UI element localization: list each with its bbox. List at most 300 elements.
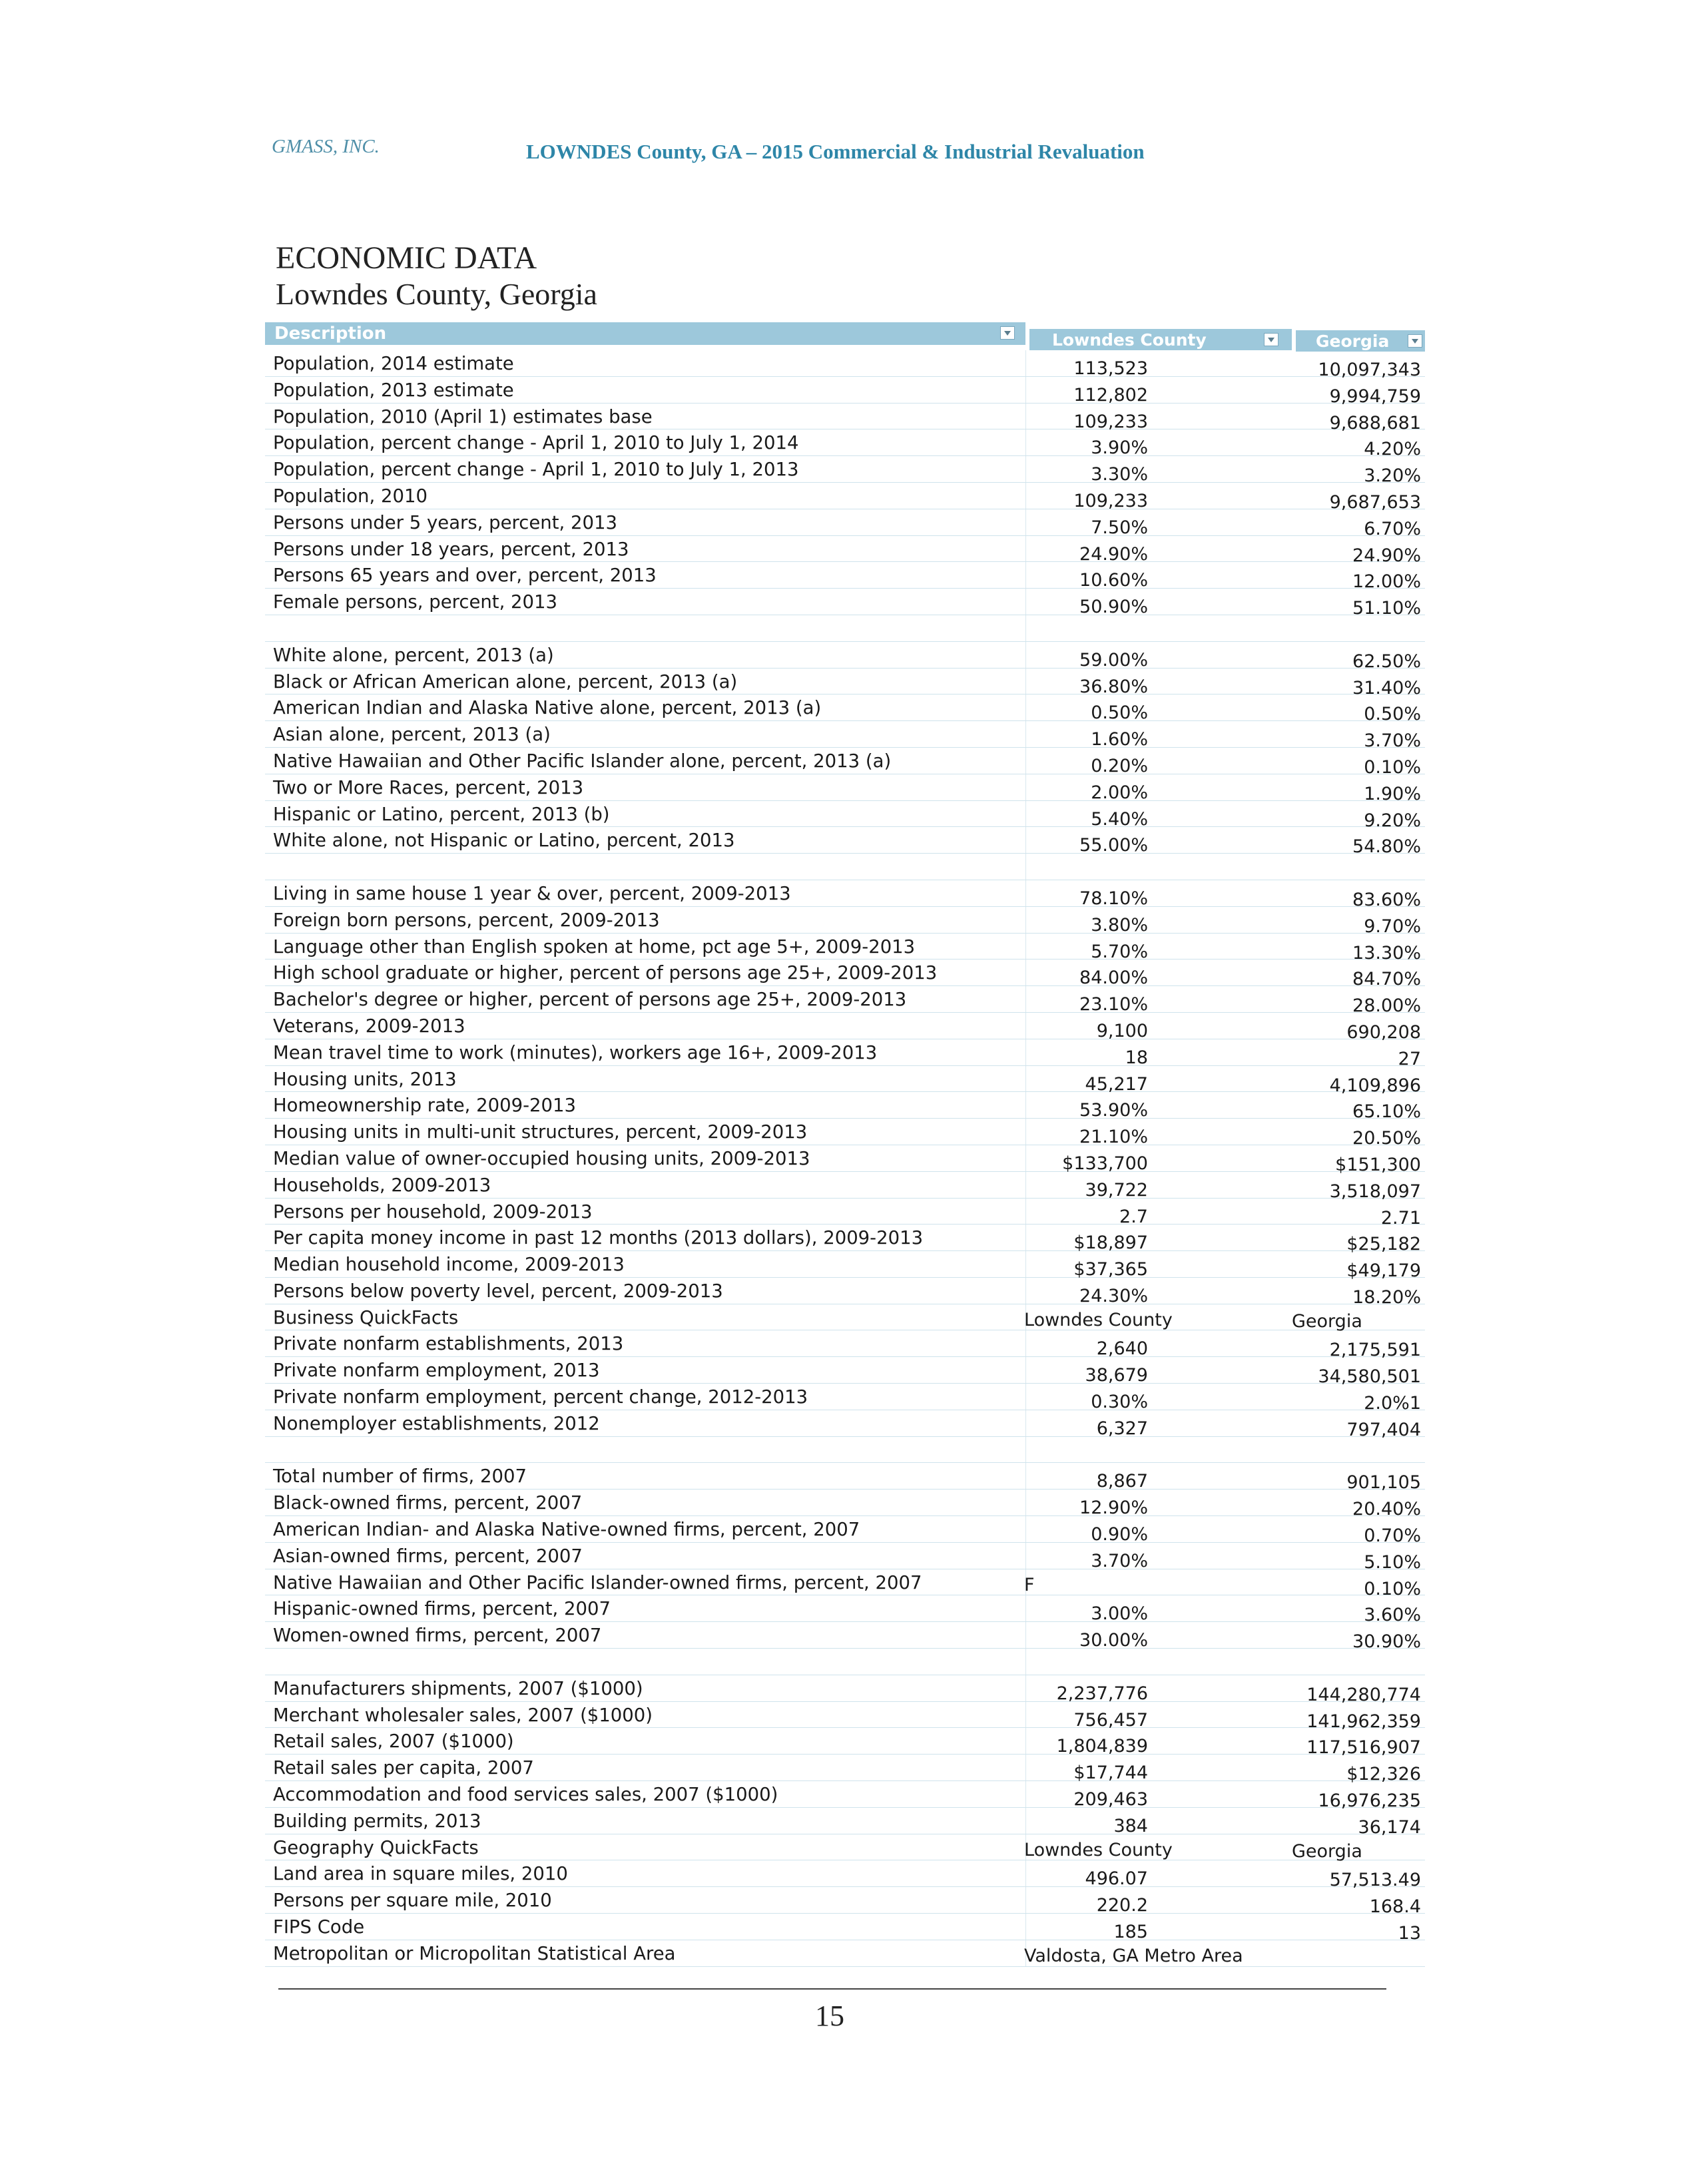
column-divider [1025, 959, 1026, 985]
row-description: White alone, percent, 2013 (a) [273, 644, 554, 666]
row-description: Building permits, 2013 [273, 1810, 481, 1832]
lowndes-value: 78.10% [1079, 888, 1148, 909]
column-divider [1025, 694, 1026, 720]
table-row [265, 854, 1425, 880]
georgia-value: 65.10% [1352, 1101, 1421, 1123]
georgia-value: $12,326 [1346, 1764, 1421, 1785]
row-description: Persons per household, 2009-2013 [273, 1201, 593, 1223]
table-row [265, 1013, 1425, 1043]
row-description: Language other than English spoken at home, pct age 5+, 2009-2013 [273, 936, 916, 957]
georgia-value: 141,962,359 [1306, 1711, 1421, 1732]
row-description: Retail sales per capita, 2007 [273, 1757, 534, 1779]
table-row [265, 1516, 1425, 1547]
georgia-value: 12.00% [1352, 571, 1421, 593]
table-header [265, 322, 1425, 350]
row-description: Native Hawaiian and Other Pacific Islander alone, percent, 2013 (a) [273, 750, 892, 772]
column-divider [1025, 669, 1026, 694]
row-description: High school graduate or higher, percent of persons age 25+, 2009-2013 [273, 962, 938, 984]
lowndes-value: 38,679 [1085, 1365, 1148, 1386]
table-row [265, 1543, 1425, 1573]
column-divider [1025, 483, 1026, 509]
column-divider [1025, 1251, 1026, 1277]
lowndes-value: 21.10% [1079, 1127, 1148, 1148]
georgia-value: 30.90% [1352, 1631, 1421, 1653]
column-divider [1025, 536, 1026, 562]
table-row [265, 748, 1425, 778]
table-row [265, 986, 1425, 1017]
table-row [265, 377, 1425, 407]
table-row [265, 642, 1425, 672]
georgia-value: 20.40% [1352, 1499, 1421, 1520]
table-body [265, 350, 1425, 1967]
row-description: Women-owned firms, percent, 2007 [273, 1625, 602, 1647]
table-row [265, 350, 1425, 380]
column-divider [1025, 1516, 1026, 1542]
column-divider [1025, 404, 1026, 429]
column-header-description-label: Description [274, 324, 387, 344]
row-description: Native Hawaiian and Other Pacific Islander-owned firms, percent, 2007 [273, 1571, 922, 1593]
column-divider [1025, 907, 1026, 933]
row-description: Two or More Races, percent, 2013 [273, 776, 584, 798]
column-divider [1025, 1543, 1026, 1569]
row-description: Female persons, percent, 2013 [273, 591, 558, 613]
lowndes-value: 45,217 [1085, 1073, 1148, 1095]
column-divider [1025, 1410, 1026, 1436]
lowndes-value: 23.10% [1079, 994, 1148, 1015]
table-row [265, 1755, 1425, 1785]
column-divider [1025, 350, 1026, 376]
column-divider [1025, 1145, 1026, 1171]
georgia-value: 18.20% [1352, 1286, 1421, 1308]
column-divider [1025, 456, 1026, 482]
lowndes-value: 55.00% [1079, 835, 1148, 856]
column-divider [1025, 429, 1026, 455]
lowndes-value: 2.7 [1119, 1206, 1148, 1227]
row-description: Living in same house 1 year & over, percent, 2009-2013 [273, 882, 791, 904]
lowndes-value: $133,700 [1062, 1153, 1148, 1174]
table-row [265, 1887, 1425, 1918]
column-divider [1025, 801, 1026, 827]
table-row [265, 615, 1425, 642]
lowndes-value: 2.00% [1091, 782, 1148, 803]
column-divider [1025, 377, 1026, 403]
column-divider [1025, 1225, 1026, 1250]
row-description: Persons under 5 years, percent, 2013 [273, 511, 617, 533]
filter-dropdown-icon[interactable] [1408, 334, 1422, 348]
lowndes-value: 30.00% [1079, 1630, 1148, 1651]
table-row [265, 774, 1425, 804]
table-row [265, 509, 1425, 539]
table-row [265, 1675, 1425, 1705]
lowndes-value: 496.07 [1085, 1868, 1148, 1890]
table-row [265, 1119, 1425, 1149]
lowndes-value: 59.00% [1079, 649, 1148, 671]
row-description: Merchant wholesaler sales, 2007 ($1000) [273, 1704, 653, 1726]
georgia-value: 9,687,653 [1329, 491, 1421, 513]
table-row [265, 1490, 1425, 1520]
georgia-value: 6.70% [1364, 518, 1421, 539]
column-divider [1025, 880, 1026, 906]
table-row [265, 1860, 1425, 1891]
page-number: 15 [815, 2000, 844, 2032]
lowndes-value: 109,233 [1073, 490, 1148, 511]
row-description: Population, 2013 estimate [273, 379, 514, 401]
georgia-value: 9,688,681 [1329, 412, 1421, 433]
row-description: Foreign born persons, percent, 2009-2013 [273, 909, 660, 931]
column-divider [1025, 1702, 1026, 1728]
row-description: Housing units in multi-unit structures, percent, 2009-2013 [273, 1121, 808, 1143]
column-divider [1025, 1675, 1026, 1701]
row-description: White alone, not Hispanic or Latino, percent, 2013 [273, 830, 735, 852]
column-header-georgia-label: Georgia [1316, 332, 1390, 351]
lowndes-value: 0.20% [1091, 755, 1148, 776]
page-subtitle: Lowndes County, Georgia [276, 277, 597, 311]
table-row [265, 1781, 1425, 1812]
column-divider [1025, 1490, 1026, 1515]
row-description: Black or African American alone, percent, 2013 (a) [273, 671, 738, 692]
row-description: Private nonfarm establishments, 2013 [273, 1333, 624, 1355]
lowndes-value: $37,365 [1073, 1259, 1148, 1280]
table-row [265, 456, 1425, 487]
georgia-value: $25,182 [1346, 1234, 1421, 1255]
lowndes-value: 7.50% [1091, 517, 1148, 538]
column-divider [1025, 1622, 1026, 1648]
row-description: Population, percent change - April 1, 2010 to July 1, 2014 [273, 432, 799, 454]
column-divider [1025, 1119, 1026, 1145]
lowndes-value: 36.80% [1079, 676, 1148, 697]
column-divider [1025, 1860, 1026, 1886]
table-row [265, 1914, 1425, 1944]
column-divider [1025, 1278, 1026, 1304]
table-row [265, 1702, 1425, 1732]
georgia-value: 31.40% [1352, 677, 1421, 698]
footer-divider [278, 1988, 1386, 1990]
table-row [265, 669, 1425, 698]
row-description: Metropolitan or Micropolitan Statistical Area [273, 1942, 676, 1964]
filter-dropdown-icon[interactable] [1264, 333, 1278, 346]
column-divider [1025, 854, 1026, 880]
row-description: FIPS Code [273, 1916, 365, 1938]
row-description: Mean travel time to work (minutes), workers age 16+, 2009-2013 [273, 1041, 878, 1063]
table-row [265, 1357, 1425, 1388]
lowndes-value: 0.50% [1091, 702, 1148, 724]
row-description: Land area in square miles, 2010 [273, 1863, 568, 1885]
georgia-value: 9.70% [1364, 916, 1421, 937]
table-row [265, 1251, 1425, 1282]
table-row [265, 1437, 1425, 1464]
row-description: Nonemployer establishments, 2012 [273, 1412, 600, 1434]
georgia-value: 10,097,343 [1318, 360, 1421, 380]
row-description: American Indian- and Alaska Native-owned firms, percent, 2007 [273, 1519, 860, 1541]
table-row [265, 1728, 1425, 1759]
filter-dropdown-icon[interactable] [1000, 326, 1015, 340]
column-divider [1025, 986, 1026, 1012]
lowndes-value: 756,457 [1073, 1709, 1148, 1731]
table-row [265, 1940, 1425, 1967]
georgia-value: 83.60% [1352, 889, 1421, 910]
lowndes-value: 0.30% [1091, 1392, 1148, 1413]
column-divider [1025, 721, 1026, 747]
economic-data-table [265, 322, 1425, 1967]
lowndes-value: Lowndes County [1024, 1839, 1173, 1860]
table-row [265, 1595, 1425, 1626]
table-row [265, 827, 1425, 858]
table-row [265, 1225, 1425, 1255]
georgia-value: 3.20% [1364, 465, 1421, 487]
table-row [265, 721, 1425, 752]
column-divider [1025, 1649, 1026, 1675]
row-description: Retail sales, 2007 ($1000) [273, 1731, 514, 1753]
lowndes-value: 18 [1125, 1047, 1148, 1068]
georgia-value: 3.60% [1364, 1605, 1421, 1626]
lowndes-value: 209,463 [1073, 1789, 1148, 1810]
row-description: Private nonfarm employment, percent change, 2012-2013 [273, 1386, 808, 1408]
table-row [265, 1463, 1425, 1494]
lowndes-value: 113,523 [1073, 358, 1148, 379]
georgia-value: 9.20% [1364, 810, 1421, 831]
row-description: Bachelor's degree or higher, percent of persons age 25+, 2009-2013 [273, 989, 907, 1011]
column-header-lowndes-label: Lowndes County [1052, 330, 1207, 350]
report-title: LOWNDES County, GA – 2015 Commercial & Industrial Revaluation [526, 140, 1145, 163]
georgia-value: 5.10% [1364, 1551, 1421, 1573]
lowndes-value: 12.90% [1079, 1498, 1148, 1519]
column-divider [1025, 1887, 1026, 1913]
column-divider [1025, 1595, 1026, 1621]
table-row [265, 1808, 1425, 1838]
column-divider [1025, 1199, 1026, 1225]
row-description: Population, 2010 [273, 485, 427, 507]
row-description: Homeownership rate, 2009-2013 [273, 1095, 577, 1117]
lowndes-value: 24.90% [1079, 543, 1148, 565]
lowndes-value: Lowndes County [1024, 1309, 1173, 1330]
table-row [265, 1384, 1425, 1414]
column-header-lowndes[interactable] [1029, 329, 1292, 350]
georgia-value: 3.70% [1364, 730, 1421, 752]
georgia-value: 57,513.49 [1329, 1870, 1421, 1891]
table-row [265, 429, 1425, 460]
column-divider [1025, 1781, 1026, 1807]
column-divider [1025, 1013, 1026, 1039]
table-row [265, 1039, 1425, 1069]
georgia-value: 13 [1398, 1923, 1421, 1944]
row-description: Geography QuickFacts [273, 1836, 479, 1858]
page-title: ECONOMIC DATA [276, 240, 537, 276]
georgia-value: 16,976,235 [1318, 1790, 1421, 1812]
table-row [265, 1649, 1425, 1675]
lowndes-value: 3.30% [1091, 464, 1148, 485]
georgia-value: 20.50% [1352, 1128, 1421, 1149]
column-divider [1025, 827, 1026, 853]
row-description: Median household income, 2009-2013 [273, 1254, 625, 1276]
lowndes-value: 3.90% [1091, 437, 1148, 459]
georgia-value: 2.71 [1380, 1207, 1421, 1228]
georgia-value: 2,175,591 [1329, 1340, 1421, 1361]
company-name: GMASS, INC. [272, 136, 380, 157]
row-description: Population, 2010 (April 1) estimates base [273, 406, 653, 427]
row-description: Asian-owned firms, percent, 2007 [273, 1545, 583, 1567]
georgia-value: $49,179 [1346, 1260, 1421, 1282]
georgia-value: 4,109,896 [1329, 1075, 1421, 1096]
row-description: Housing units, 2013 [273, 1068, 457, 1090]
table-row [265, 694, 1425, 725]
row-description: Persons below poverty level, percent, 2009-2013 [273, 1280, 723, 1302]
lowndes-value: 0.90% [1091, 1524, 1148, 1545]
table-row [265, 483, 1425, 513]
column-divider [1025, 1384, 1026, 1410]
column-divider [1025, 1808, 1026, 1834]
table-row [265, 536, 1425, 566]
table-row [265, 934, 1425, 963]
georgia-value: 36,174 [1358, 1816, 1421, 1838]
georgia-value: 24.90% [1352, 545, 1421, 566]
georgia-value: 34,580,501 [1318, 1366, 1421, 1388]
row-description: Total number of firms, 2007 [273, 1466, 527, 1488]
lowndes-value: 3.00% [1091, 1603, 1148, 1625]
georgia-value: 797,404 [1346, 1419, 1421, 1440]
column-divider [1025, 1039, 1026, 1065]
georgia-value: 54.80% [1352, 836, 1421, 858]
column-divider [1025, 1755, 1026, 1780]
georgia-value: 62.50% [1352, 651, 1421, 672]
lowndes-value: 3.70% [1091, 1550, 1148, 1571]
georgia-value: 28.00% [1352, 995, 1421, 1017]
georgia-value: 4.20% [1364, 439, 1421, 460]
georgia-value: 0.10% [1364, 756, 1421, 778]
table-row [265, 1278, 1425, 1308]
column-divider [1025, 589, 1026, 615]
table-row [265, 1172, 1425, 1202]
lowndes-value: 2,640 [1096, 1338, 1148, 1360]
row-description: Private nonfarm employment, 2013 [273, 1360, 600, 1382]
column-divider [1025, 562, 1026, 588]
table-row [265, 907, 1425, 937]
table-row [265, 404, 1425, 433]
column-divider [1025, 748, 1026, 774]
table-row [265, 1145, 1425, 1175]
lowndes-value: $18,897 [1073, 1232, 1148, 1254]
lowndes-value: 112,802 [1073, 384, 1148, 406]
lowndes-value: 84.00% [1079, 967, 1148, 989]
lowndes-value: 3.80% [1091, 914, 1148, 936]
table-row [265, 1569, 1425, 1599]
lowndes-value: 53.90% [1079, 1100, 1148, 1121]
georgia-value: Georgia [1292, 1840, 1362, 1862]
lowndes-value: 109,233 [1073, 411, 1148, 432]
row-description: Population, percent change - April 1, 2010 to July 1, 2013 [273, 459, 799, 481]
row-description: Asian alone, percent, 2013 (a) [273, 724, 551, 746]
georgia-value: 1.90% [1364, 783, 1421, 804]
column-divider [1025, 1092, 1026, 1118]
column-divider [1025, 1172, 1026, 1198]
row-description: Median value of owner-occupied housing units, 2009-2013 [273, 1147, 810, 1169]
georgia-value: 901,105 [1346, 1472, 1421, 1494]
georgia-value: 144,280,774 [1306, 1684, 1421, 1705]
lowndes-value: 39,722 [1085, 1179, 1148, 1201]
lowndes-value: 2,237,776 [1056, 1683, 1148, 1704]
row-description: Hispanic-owned firms, percent, 2007 [273, 1598, 611, 1620]
row-description: Black-owned firms, percent, 2007 [273, 1492, 583, 1514]
georgia-value: 3,518,097 [1329, 1181, 1421, 1202]
lowndes-value: 5.70% [1091, 941, 1148, 962]
column-divider [1025, 934, 1026, 959]
column-divider [1025, 642, 1026, 668]
lowndes-value: 1,804,839 [1056, 1736, 1148, 1757]
table-row [265, 1622, 1425, 1653]
georgia-value: 27 [1398, 1048, 1421, 1069]
column-divider [1025, 1463, 1026, 1489]
table-row [265, 589, 1425, 619]
georgia-value: 168.4 [1369, 1896, 1421, 1918]
lowndes-value: F [1024, 1574, 1035, 1595]
georgia-value: 0.70% [1364, 1525, 1421, 1547]
georgia-value: 117,516,907 [1306, 1737, 1421, 1759]
georgia-value: 84.70% [1352, 969, 1421, 990]
row-description: Per capita money income in past 12 months (2013 dollars), 2009-2013 [273, 1227, 924, 1249]
row-description: Persons 65 years and over, percent, 2013 [273, 565, 657, 587]
row-description: Manufacturers shipments, 2007 ($1000) [273, 1677, 643, 1699]
row-description: Hispanic or Latino, percent, 2013 (b) [273, 803, 610, 825]
table-row [265, 1834, 1425, 1861]
lowndes-value: Valdosta, GA Metro Area [1024, 1945, 1243, 1966]
lowndes-value: 50.90% [1079, 597, 1148, 618]
table-row [265, 801, 1425, 831]
table-row [265, 1199, 1425, 1228]
lowndes-value: 9,100 [1096, 1020, 1148, 1041]
lowndes-value: $17,744 [1073, 1763, 1148, 1784]
georgia-value: $151,300 [1335, 1154, 1421, 1175]
row-description: American Indian and Alaska Native alone, percent, 2013 (a) [273, 697, 822, 719]
georgia-value: 9,994,759 [1329, 386, 1421, 407]
lowndes-value: 6,327 [1096, 1418, 1148, 1439]
table-row [265, 1092, 1425, 1123]
lowndes-value: 5.40% [1091, 808, 1148, 830]
column-divider [1025, 1066, 1026, 1092]
row-description: Persons under 18 years, percent, 2013 [273, 538, 629, 560]
table-row [265, 880, 1425, 910]
column-divider [1025, 615, 1026, 641]
column-divider [1025, 1330, 1026, 1356]
column-header-description[interactable] [265, 322, 1025, 345]
column-divider [1025, 1914, 1026, 1940]
table-row [265, 1304, 1425, 1331]
georgia-value: 690,208 [1346, 1021, 1421, 1043]
lowndes-value: 220.2 [1096, 1895, 1148, 1916]
row-description: Households, 2009-2013 [273, 1174, 491, 1196]
georgia-value: 13.30% [1352, 942, 1421, 963]
table-row [265, 562, 1425, 593]
georgia-value: Georgia [1292, 1310, 1362, 1332]
row-description: Veterans, 2009-2013 [273, 1015, 465, 1037]
table-row [265, 959, 1425, 990]
georgia-value: 0.50% [1364, 704, 1421, 725]
row-description: Business QuickFacts [273, 1306, 459, 1328]
lowndes-value: 384 [1113, 1815, 1148, 1836]
column-divider [1025, 774, 1026, 800]
georgia-value: 51.10% [1352, 598, 1421, 619]
column-header-georgia[interactable] [1296, 330, 1425, 352]
lowndes-value: 8,867 [1096, 1471, 1148, 1492]
table-row [265, 1330, 1425, 1361]
row-description: Persons per square mile, 2010 [273, 1890, 552, 1912]
column-divider [1025, 1437, 1026, 1463]
column-divider [1025, 509, 1026, 535]
column-divider [1025, 1728, 1026, 1754]
georgia-value: 2.0%1 [1364, 1393, 1421, 1414]
lowndes-value: 24.30% [1079, 1285, 1148, 1306]
georgia-value: 0.10% [1364, 1578, 1421, 1599]
row-description: Accommodation and food services sales, 2007 ($1000) [273, 1784, 778, 1806]
lowndes-value: 185 [1113, 1922, 1148, 1943]
